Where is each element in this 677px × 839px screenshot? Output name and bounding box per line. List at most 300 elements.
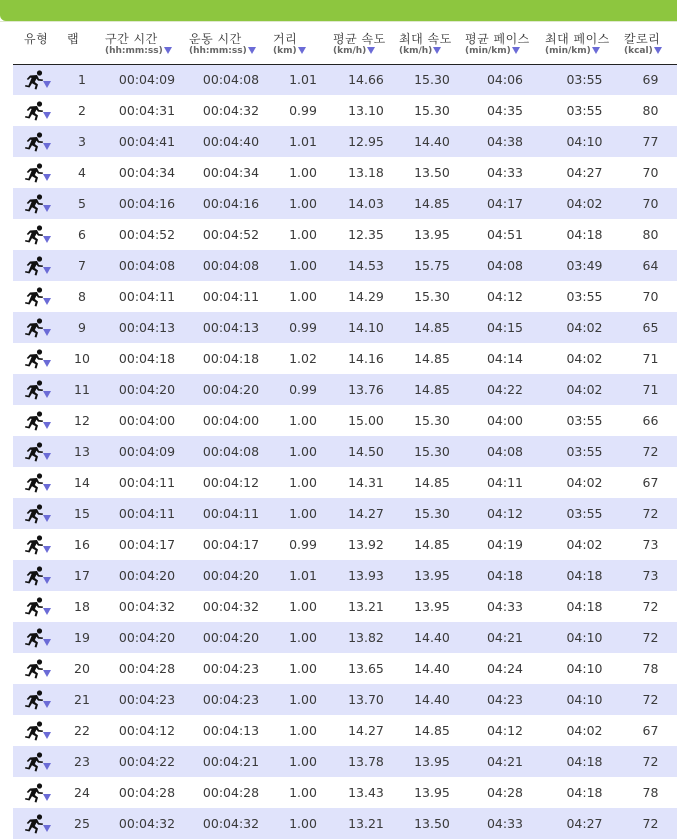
cell-calories: 80 [642, 103, 659, 118]
sort-arrow-icon[interactable] [164, 47, 172, 54]
cell-max-pace: 04:02 [566, 320, 603, 335]
cell-avg-pace: 04:00 [486, 413, 524, 428]
column-header-label: 랩 [67, 32, 80, 46]
cell-avg-speed: 13.70 [348, 692, 384, 707]
cell-calories: 67 [642, 723, 659, 738]
cell-avg-speed: 13.76 [348, 382, 384, 397]
cell-exercise-time: 00:04:21 [202, 754, 260, 769]
cell-max-speed: 14.85 [414, 723, 450, 738]
sort-arrow-icon[interactable] [248, 47, 256, 54]
cell-lap: 9 [78, 320, 86, 335]
column-header-unit: (hh:mm:ss) [189, 46, 247, 56]
column-header-unit: (km) [273, 46, 297, 56]
column-header-split-time[interactable] [105, 29, 189, 64]
cell-exercise-time: 00:04:11 [202, 289, 260, 304]
column-header-lap [59, 29, 105, 64]
running-person-icon[interactable] [24, 349, 52, 369]
cell-exercise-time: 00:04:08 [202, 72, 260, 88]
lap-table [13, 29, 677, 839]
column-header-label: 칼로리 [624, 32, 661, 46]
chevron-down-icon[interactable] [43, 205, 51, 212]
cell-max-pace: 04:02 [566, 196, 603, 211]
cell-avg-speed: 14.50 [348, 444, 384, 459]
sort-arrow-icon[interactable] [367, 47, 375, 54]
cell-type [13, 808, 59, 839]
running-person-icon[interactable] [24, 752, 52, 772]
cell-lap: 7 [78, 258, 86, 273]
cell-split-time: 00:04:31 [118, 103, 176, 118]
cell-type [13, 64, 59, 95]
cell-exercise-time: 00:04:11 [202, 506, 260, 521]
sort-arrow-icon[interactable] [592, 47, 600, 54]
cell-lap: 5 [78, 196, 86, 211]
cell-distance: 1.00 [289, 692, 317, 707]
cell-calories: 64 [642, 258, 659, 273]
cell-calories: 73 [642, 537, 659, 552]
cell-lap: 11 [74, 382, 90, 397]
running-person-icon[interactable] [24, 504, 52, 524]
cell-split-time: 00:04:28 [118, 785, 176, 800]
cell-max-speed: 13.95 [414, 568, 450, 583]
chevron-down-icon[interactable] [43, 453, 51, 460]
table-row [13, 126, 677, 157]
cell-avg-pace: 04:21 [486, 754, 524, 769]
chevron-down-icon[interactable] [43, 174, 51, 181]
column-header-label: 거리 [273, 32, 298, 46]
cell-max-pace: 03:55 [566, 72, 603, 88]
cell-exercise-time: 00:04:34 [202, 165, 260, 180]
column-header-unit: (hh:mm:ss) [105, 46, 163, 56]
column-header-avg-pace[interactable] [465, 29, 545, 64]
cell-max-speed: 14.85 [414, 382, 450, 397]
cell-max-speed: 14.40 [414, 630, 450, 645]
table-row [13, 715, 677, 746]
cell-max-speed: 14.85 [414, 351, 450, 366]
cell-type [13, 529, 59, 560]
cell-avg-speed: 13.21 [348, 816, 384, 831]
cell-avg-speed: 12.35 [348, 227, 384, 242]
chevron-down-icon[interactable] [43, 825, 51, 832]
cell-max-speed: 15.30 [414, 72, 450, 88]
running-person-icon[interactable] [24, 287, 52, 307]
table-row [13, 312, 677, 343]
cell-lap: 22 [74, 723, 90, 738]
cell-distance: 0.99 [289, 382, 317, 397]
table-row [13, 498, 677, 529]
column-header-max-speed[interactable] [399, 29, 465, 64]
cell-split-time: 00:04:32 [118, 816, 176, 831]
table-row [13, 684, 677, 715]
cell-max-speed: 14.85 [414, 537, 450, 552]
cell-max-pace: 03:55 [566, 444, 603, 459]
chevron-down-icon[interactable] [43, 298, 51, 305]
chevron-down-icon[interactable] [43, 81, 51, 88]
cell-max-pace: 04:18 [566, 785, 603, 800]
column-header-unit: (min/km) [545, 46, 591, 56]
column-header-label: 운동 시간 [189, 32, 242, 46]
cell-lap: 1 [78, 72, 86, 88]
cell-calories: 71 [642, 351, 659, 366]
cell-avg-speed: 14.16 [348, 351, 384, 366]
table-row [13, 95, 677, 126]
cell-type [13, 405, 59, 436]
cell-distance: 1.01 [289, 72, 317, 88]
cell-avg-speed: 12.95 [348, 134, 384, 149]
cell-calories: 71 [642, 382, 659, 397]
cell-calories: 72 [642, 692, 659, 707]
cell-max-pace: 04:02 [566, 382, 603, 397]
cell-distance: 1.00 [289, 258, 317, 273]
cell-split-time: 00:04:20 [118, 568, 176, 583]
cell-avg-pace: 04:12 [486, 723, 524, 738]
cell-calories: 78 [642, 785, 659, 800]
cell-avg-pace: 04:33 [486, 165, 524, 180]
running-person-icon[interactable] [24, 163, 52, 183]
cell-split-time: 00:04:32 [118, 599, 176, 614]
cell-type [13, 157, 59, 188]
running-person-icon[interactable] [24, 690, 52, 710]
cell-calories: 78 [642, 661, 659, 676]
cell-exercise-time: 00:04:18 [202, 351, 260, 366]
running-person-icon[interactable] [24, 535, 52, 555]
cell-type [13, 467, 59, 498]
table-row [13, 188, 677, 219]
cell-type [13, 312, 59, 343]
cell-avg-pace: 04:24 [486, 661, 524, 676]
cell-split-time: 00:04:18 [118, 351, 176, 366]
cell-exercise-time: 00:04:20 [202, 382, 260, 397]
chevron-down-icon[interactable] [43, 267, 51, 274]
cell-avg-speed: 14.27 [348, 506, 384, 521]
cell-max-speed: 14.40 [414, 692, 450, 707]
cell-distance: 1.00 [289, 289, 317, 304]
cell-avg-pace: 04:35 [486, 103, 524, 118]
cell-type [13, 95, 59, 126]
cell-max-pace: 04:10 [566, 661, 603, 676]
cell-split-time: 00:04:34 [118, 165, 176, 180]
cell-calories: 69 [642, 72, 659, 88]
chevron-down-icon[interactable] [43, 794, 51, 801]
cell-avg-pace: 04:08 [486, 258, 524, 273]
cell-lap: 24 [74, 785, 90, 800]
column-header-label: 유형 [24, 32, 49, 46]
cell-type [13, 281, 59, 312]
table-row [13, 405, 677, 436]
chevron-down-icon[interactable] [43, 577, 51, 584]
cell-avg-pace: 04:21 [486, 630, 524, 645]
table-row [13, 529, 677, 560]
table-row [13, 653, 677, 684]
cell-avg-pace: 04:12 [486, 506, 524, 521]
table-row [13, 250, 677, 281]
cell-max-speed: 15.30 [414, 289, 450, 304]
cell-calories: 70 [642, 289, 659, 304]
cell-max-pace: 04:18 [566, 568, 603, 583]
running-person-icon[interactable] [24, 659, 52, 679]
cell-distance: 1.00 [289, 165, 317, 180]
chevron-down-icon[interactable] [43, 639, 51, 646]
cell-distance: 1.00 [289, 754, 317, 769]
running-person-icon[interactable] [24, 225, 52, 245]
cell-max-speed: 13.50 [414, 816, 450, 831]
cell-distance: 1.00 [289, 816, 317, 831]
cell-type [13, 374, 59, 405]
cell-max-speed: 15.30 [414, 413, 450, 428]
cell-calories: 67 [642, 475, 659, 490]
chevron-down-icon[interactable] [43, 422, 51, 429]
cell-calories: 72 [642, 630, 659, 645]
table-row [13, 746, 677, 777]
cell-split-time: 00:04:17 [118, 537, 176, 552]
chevron-down-icon[interactable] [43, 608, 51, 615]
cell-calories: 72 [642, 599, 659, 614]
cell-avg-pace: 04:51 [486, 227, 524, 242]
cell-max-pace: 04:18 [566, 599, 603, 614]
cell-max-speed: 14.85 [414, 196, 450, 211]
cell-split-time: 00:04:09 [118, 444, 176, 459]
running-person-icon[interactable] [24, 814, 52, 834]
top-accent-bar [0, 0, 677, 21]
cell-exercise-time: 00:04:32 [202, 103, 260, 118]
cell-lap: 16 [74, 537, 90, 552]
chevron-down-icon[interactable] [43, 732, 51, 739]
cell-distance: 0.99 [289, 320, 317, 335]
cell-split-time: 00:04:11 [118, 289, 176, 304]
cell-lap: 23 [74, 754, 90, 769]
cell-lap: 17 [74, 568, 90, 583]
cell-exercise-time: 00:04:20 [202, 568, 260, 583]
column-header-label: 평균 속도 [333, 32, 386, 46]
cell-split-time: 00:04:28 [118, 661, 176, 676]
cell-calories: 72 [642, 754, 659, 769]
cell-distance: 1.00 [289, 630, 317, 645]
cell-avg-speed: 14.03 [348, 196, 384, 211]
column-header-label: 최대 속도 [399, 32, 452, 46]
cell-max-speed: 13.95 [414, 599, 450, 614]
cell-split-time: 00:04:16 [118, 196, 176, 211]
cell-type [13, 777, 59, 808]
cell-distance: 1.00 [289, 723, 317, 738]
cell-max-speed: 13.95 [414, 754, 450, 769]
cell-avg-speed: 13.92 [348, 537, 384, 552]
cell-type [13, 188, 59, 219]
chevron-down-icon[interactable] [43, 763, 51, 770]
cell-max-speed: 15.30 [414, 444, 450, 459]
cell-type [13, 622, 59, 653]
cell-max-speed: 15.30 [414, 103, 450, 118]
cell-lap: 6 [78, 227, 86, 242]
cell-split-time: 00:04:08 [118, 258, 176, 273]
cell-max-pace: 04:02 [566, 475, 603, 490]
cell-lap: 4 [78, 165, 86, 180]
column-header-unit: (min/km) [465, 46, 511, 56]
cell-max-pace: 03:49 [566, 258, 603, 273]
chevron-down-icon[interactable] [43, 236, 51, 243]
cell-avg-speed: 14.53 [348, 258, 384, 273]
column-header-calories[interactable] [624, 29, 677, 64]
sort-arrow-icon[interactable] [512, 47, 520, 54]
chevron-down-icon[interactable] [43, 670, 51, 677]
cell-lap: 3 [78, 134, 86, 149]
cell-lap: 13 [74, 444, 90, 459]
cell-exercise-time: 00:04:52 [202, 227, 260, 242]
cell-exercise-time: 00:04:13 [202, 320, 260, 335]
cell-lap: 14 [74, 475, 90, 490]
cell-lap: 2 [78, 103, 86, 118]
chevron-down-icon[interactable] [43, 143, 51, 150]
cell-avg-speed: 14.27 [348, 723, 384, 738]
cell-type [13, 498, 59, 529]
running-person-icon[interactable] [24, 411, 52, 431]
running-person-icon[interactable] [24, 256, 52, 276]
running-person-icon[interactable] [24, 721, 52, 741]
chevron-down-icon[interactable] [43, 515, 51, 522]
cell-split-time: 00:04:22 [118, 754, 176, 769]
cell-max-speed: 14.40 [414, 134, 450, 149]
cell-avg-pace: 04:33 [486, 816, 524, 831]
cell-split-time: 00:04:41 [118, 134, 176, 149]
cell-lap: 21 [74, 692, 90, 707]
chevron-down-icon[interactable] [43, 329, 51, 336]
cell-max-pace: 04:10 [566, 692, 603, 707]
cell-max-speed: 13.50 [414, 165, 450, 180]
cell-type [13, 250, 59, 281]
chevron-down-icon[interactable] [43, 391, 51, 398]
cell-avg-speed: 14.31 [348, 475, 384, 490]
cell-avg-pace: 04:19 [486, 537, 524, 552]
running-person-icon[interactable] [24, 194, 52, 214]
column-header-label: 평균 페이스 [465, 32, 530, 46]
running-person-icon[interactable] [24, 442, 52, 462]
column-header-max-pace[interactable] [545, 29, 624, 64]
cell-max-pace: 03:55 [566, 103, 603, 118]
table-row [13, 219, 677, 250]
cell-calories: 73 [642, 568, 659, 583]
sort-arrow-icon[interactable] [298, 47, 306, 54]
chevron-down-icon[interactable] [43, 112, 51, 119]
chevron-down-icon[interactable] [43, 701, 51, 708]
cell-split-time: 00:04:20 [118, 630, 176, 645]
cell-avg-pace: 04:28 [486, 785, 524, 800]
cell-max-pace: 04:18 [566, 754, 603, 769]
column-header-unit: (km/h) [333, 46, 367, 56]
cell-type [13, 684, 59, 715]
cell-exercise-time: 00:04:08 [202, 258, 260, 273]
cell-split-time: 00:04:12 [118, 723, 176, 738]
column-header-unit: (kcal) [624, 46, 653, 56]
table-row [13, 777, 677, 808]
cell-split-time: 00:04:52 [118, 227, 176, 242]
column-header-distance[interactable] [273, 29, 333, 64]
cell-calories: 80 [642, 227, 659, 242]
column-header-unit: (km/h) [399, 46, 433, 56]
cell-split-time: 00:04:00 [118, 413, 176, 428]
column-header-avg-speed[interactable] [333, 29, 399, 64]
cell-max-speed: 14.85 [414, 320, 450, 335]
cell-avg-pace: 04:18 [486, 568, 524, 583]
running-person-icon[interactable] [24, 101, 52, 121]
running-person-icon[interactable] [24, 70, 52, 90]
cell-distance: 1.02 [289, 351, 317, 366]
cell-avg-speed: 13.21 [348, 599, 384, 614]
running-person-icon[interactable] [24, 597, 52, 617]
cell-calories: 70 [642, 165, 659, 180]
cell-max-speed: 13.95 [414, 785, 450, 800]
cell-avg-pace: 04:12 [486, 289, 524, 304]
header-row [13, 29, 677, 64]
table-row [13, 157, 677, 188]
sort-arrow-icon[interactable] [654, 47, 662, 54]
running-person-icon[interactable] [24, 473, 52, 493]
cell-lap: 19 [74, 630, 90, 645]
column-header-exercise-time[interactable] [189, 29, 273, 64]
cell-distance: 1.00 [289, 413, 317, 428]
cell-max-pace: 04:02 [566, 351, 603, 366]
running-person-icon[interactable] [24, 318, 52, 338]
cell-exercise-time: 00:04:28 [202, 785, 260, 800]
cell-lap: 20 [74, 661, 90, 676]
chevron-down-icon[interactable] [43, 546, 51, 553]
cell-avg-speed: 13.82 [348, 630, 384, 645]
table-row [13, 436, 677, 467]
cell-avg-pace: 04:08 [486, 444, 524, 459]
cell-max-speed: 15.75 [414, 258, 450, 273]
table-row [13, 374, 677, 405]
chevron-down-icon[interactable] [43, 484, 51, 491]
sort-arrow-icon[interactable] [433, 47, 441, 54]
cell-lap: 12 [74, 413, 90, 428]
table-header [13, 29, 677, 64]
cell-avg-speed: 13.78 [348, 754, 384, 769]
cell-split-time: 00:04:09 [118, 72, 176, 88]
table-row [13, 560, 677, 591]
cell-split-time: 00:04:20 [118, 382, 176, 397]
cell-avg-pace: 04:14 [486, 351, 524, 366]
running-person-icon[interactable] [24, 628, 52, 648]
cell-exercise-time: 00:04:13 [202, 723, 260, 738]
running-person-icon[interactable] [24, 132, 52, 152]
cell-lap: 25 [74, 816, 90, 831]
cell-distance: 1.00 [289, 227, 317, 242]
table-row [13, 281, 677, 312]
cell-avg-speed: 13.18 [348, 165, 384, 180]
cell-avg-speed: 13.93 [348, 568, 384, 583]
cell-type [13, 591, 59, 622]
cell-distance: 1.01 [289, 568, 317, 583]
cell-max-pace: 03:55 [566, 289, 603, 304]
cell-type [13, 219, 59, 250]
cell-avg-pace: 04:17 [486, 196, 524, 211]
cell-distance: 1.00 [289, 661, 317, 676]
cell-calories: 77 [642, 134, 659, 149]
cell-split-time: 00:04:11 [118, 506, 176, 521]
running-person-icon[interactable] [24, 783, 52, 803]
table-row [13, 343, 677, 374]
cell-exercise-time: 00:04:32 [202, 599, 260, 614]
cell-split-time: 00:04:13 [118, 320, 176, 335]
running-person-icon[interactable] [24, 380, 52, 400]
cell-distance: 1.00 [289, 599, 317, 614]
cell-exercise-time: 00:04:20 [202, 630, 260, 645]
cell-avg-pace: 04:22 [486, 382, 524, 397]
cell-distance: 1.01 [289, 134, 317, 149]
table-row [13, 591, 677, 622]
chevron-down-icon[interactable] [43, 360, 51, 367]
cell-max-pace: 04:10 [566, 134, 603, 149]
cell-exercise-time: 00:04:32 [202, 816, 260, 831]
cell-exercise-time: 00:04:00 [202, 413, 260, 428]
running-person-icon[interactable] [24, 566, 52, 586]
